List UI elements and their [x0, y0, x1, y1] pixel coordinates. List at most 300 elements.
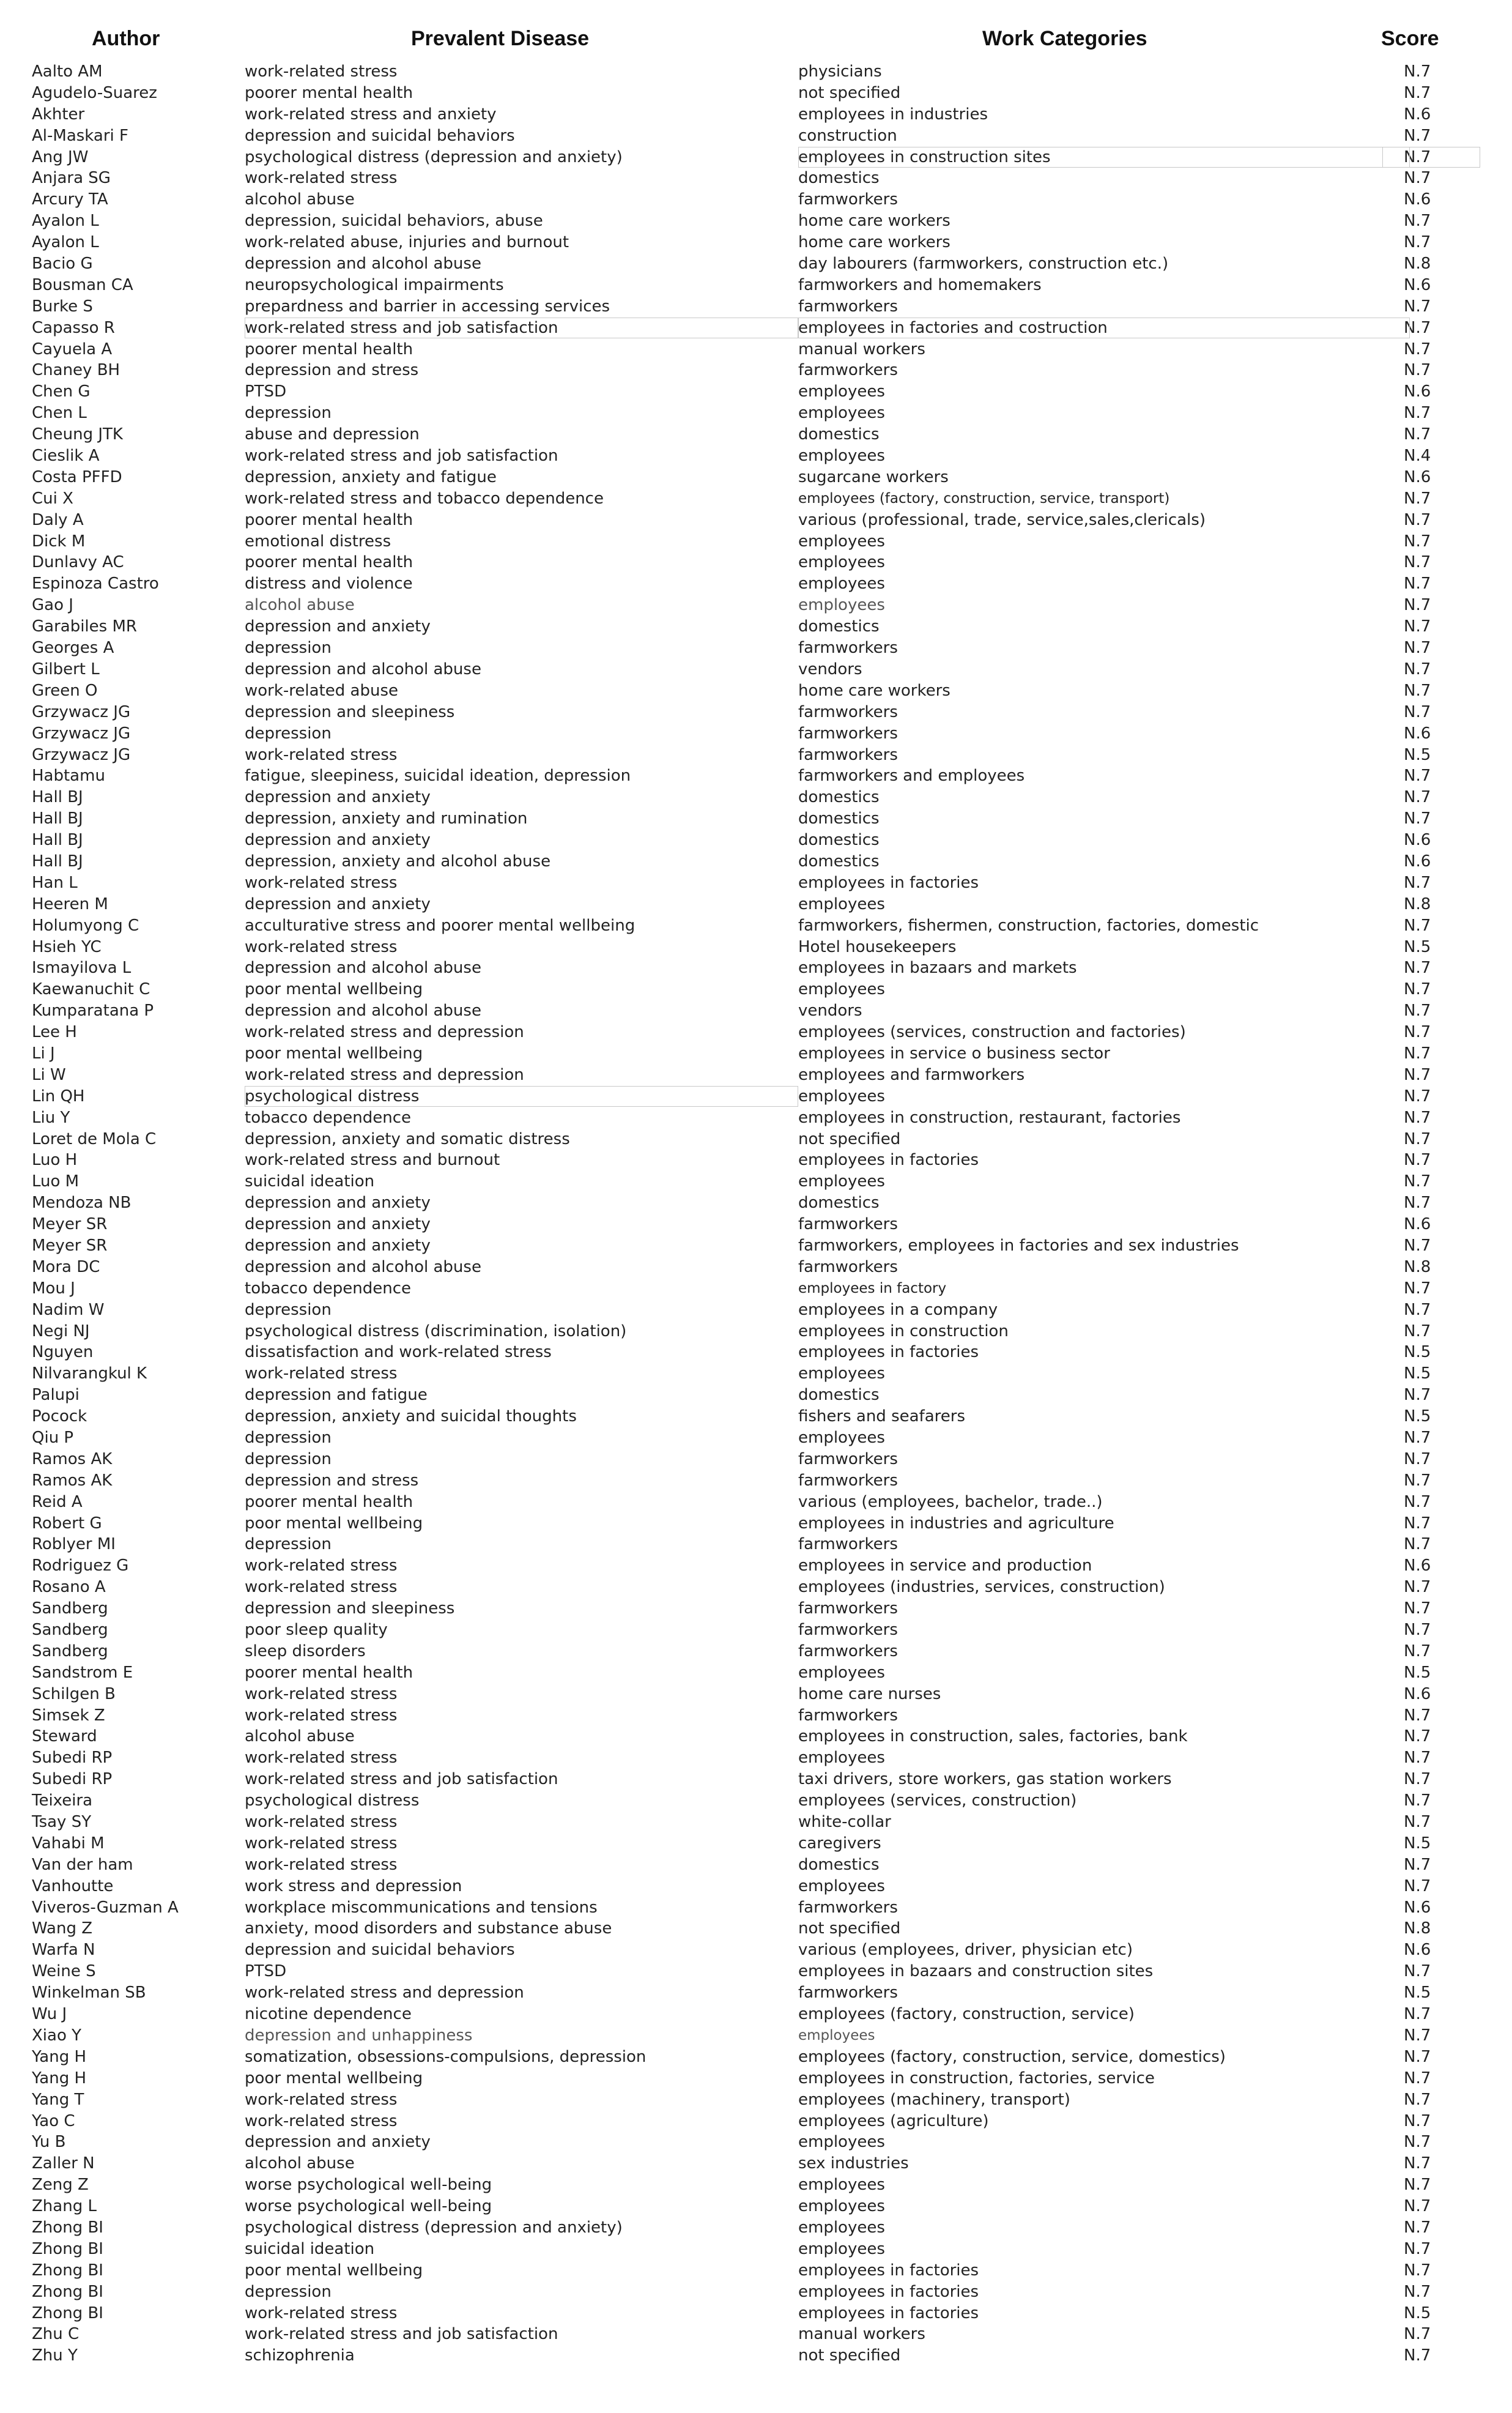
- table-row: [0, 1684, 1512, 1705]
- table-row: [0, 467, 1512, 488]
- table-row: [0, 1747, 1512, 1769]
- score-cell: N.7: [1404, 2239, 1431, 2258]
- author-cell: Yu B: [32, 2133, 66, 2152]
- work-category-cell: employees (services, construction): [798, 1791, 1077, 1810]
- disease-cell: depression and stress: [245, 361, 419, 380]
- disease-cell: work-related stress: [245, 169, 398, 188]
- work-category-cell: white-collar: [798, 1813, 891, 1832]
- disease-cell: poor mental wellbeing: [245, 980, 423, 999]
- author-cell: Sandberg: [32, 1621, 108, 1640]
- table-row: [0, 1513, 1512, 1534]
- work-category-cell: domestics: [798, 1855, 880, 1874]
- disease-cell: work-related stress: [245, 937, 398, 956]
- work-category-cell: employees (industries, services, construction): [798, 1578, 1165, 1597]
- table-row: [0, 1385, 1512, 1406]
- score-cell: N.7: [1404, 1429, 1431, 1447]
- table-row: [0, 573, 1512, 595]
- work-category-cell: employees (agriculture): [798, 2111, 989, 2130]
- score-cell: N.7: [1404, 2005, 1431, 2024]
- work-category-cell: employees: [798, 553, 885, 572]
- table-row: [0, 1939, 1512, 1961]
- disease-cell: somatization, obsessions-compulsions, depression: [245, 2047, 647, 2066]
- table-row: [0, 1363, 1512, 1385]
- disease-cell: work-related stress: [245, 873, 398, 892]
- author-cell: Green O: [32, 681, 98, 700]
- score-cell: N.7: [1404, 1002, 1431, 1021]
- score-cell: N.7: [1404, 2047, 1431, 2066]
- disease-cell: work-related stress and depression: [245, 1984, 524, 2002]
- disease-cell: depression and alcohol abuse: [245, 255, 481, 273]
- score-cell: N.7: [1404, 2069, 1431, 2088]
- table-row: [0, 1492, 1512, 1513]
- table-row: [0, 1342, 1512, 1363]
- table-row: [0, 894, 1512, 915]
- score-cell: N.7: [1404, 1279, 1431, 1298]
- disease-cell: depression: [245, 1300, 332, 1319]
- score-cell: N.4: [1404, 447, 1431, 466]
- disease-cell: worse psychological well-being: [245, 2197, 492, 2216]
- author-cell: Weine S: [32, 1962, 96, 1981]
- score-cell: N.6: [1404, 852, 1431, 871]
- disease-cell: work stress and depression: [245, 1876, 462, 1895]
- score-cell: N.7: [1404, 425, 1431, 444]
- disease-cell: work-related stress: [245, 2111, 398, 2130]
- disease-cell: depression and anxiety: [245, 894, 431, 913]
- author-cell: Wang Z: [32, 1919, 93, 1938]
- score-cell: N.7: [1404, 809, 1431, 828]
- author-cell: Dunlavy AC: [32, 553, 124, 572]
- disease-cell: depression and anxiety: [245, 788, 431, 807]
- table-body: [0, 61, 1512, 2367]
- score-cell: N.7: [1404, 489, 1431, 508]
- score-cell: N.7: [1404, 574, 1431, 593]
- table-row: [0, 2196, 1512, 2217]
- work-category-cell: employees (machinery, transport): [798, 2090, 1070, 2109]
- table-row: [0, 189, 1512, 210]
- author-cell: Subedi RP: [32, 1749, 113, 1768]
- score-cell: N.7: [1404, 1706, 1431, 1725]
- disease-cell: poor sleep quality: [245, 1621, 388, 1640]
- disease-cell: distress and violence: [245, 574, 413, 593]
- author-cell: Tsay SY: [32, 1813, 92, 1832]
- table-row: [0, 1812, 1512, 1833]
- work-category-cell: employees in construction, factories, service: [798, 2069, 1155, 2088]
- disease-cell: depression and unhappiness: [245, 2026, 473, 2045]
- cell-border: [798, 147, 1410, 168]
- score-cell: N.6: [1404, 724, 1431, 743]
- score-cell: N.7: [1404, 233, 1431, 252]
- table-row: [0, 2047, 1512, 2068]
- table-row: [0, 2303, 1512, 2324]
- score-cell: N.7: [1404, 1386, 1431, 1405]
- disease-cell: alcohol abuse: [245, 596, 355, 615]
- table-row: [0, 1876, 1512, 1897]
- table-row: [0, 2111, 1512, 2132]
- work-category-cell: employees in construction: [798, 1322, 1009, 1340]
- author-cell: Nilvarangkul K: [32, 1364, 147, 1383]
- author-cell: Li W: [32, 1065, 66, 1084]
- disease-cell: work-related abuse: [245, 681, 398, 700]
- work-category-cell: employees and farmworkers: [798, 1065, 1025, 1084]
- disease-cell: depression and suicidal behaviors: [245, 126, 515, 145]
- author-cell: Espinoza Castro: [32, 574, 159, 593]
- work-category-cell: employees in factories: [798, 2261, 979, 2280]
- disease-cell: work-related stress: [245, 1364, 398, 1383]
- author-cell: Ramos AK: [32, 1449, 113, 1468]
- work-category-cell: employees in bazaars and markets: [798, 959, 1077, 978]
- disease-cell: alcohol abuse: [245, 190, 355, 209]
- work-category-cell: farmworkers: [798, 1898, 898, 1917]
- score-cell: N.7: [1404, 639, 1431, 658]
- disease-cell: fatigue, sleepiness, suicidal ideation, depression: [245, 767, 631, 786]
- author-cell: Arcury TA: [32, 190, 108, 209]
- author-cell: Agudelo-Suarez: [32, 83, 157, 102]
- author-cell: Luo H: [32, 1151, 78, 1170]
- author-cell: Garabiles MR: [32, 617, 137, 636]
- author-cell: Yang H: [32, 2047, 87, 2066]
- disease-cell: work-related stress: [245, 2303, 398, 2322]
- table-row: [0, 1897, 1512, 1919]
- author-cell: Ismayilova L: [32, 959, 132, 978]
- work-category-cell: fishers and seafarers: [798, 1407, 965, 1426]
- disease-cell: prepardness and barrier in accessing services: [245, 297, 610, 316]
- author-cell: Grzywacz JG: [32, 745, 131, 764]
- author-cell: Vahabi M: [32, 1834, 105, 1853]
- disease-cell: work-related stress and job satisfaction: [245, 318, 558, 337]
- work-category-cell: employees in service and production: [798, 1556, 1092, 1575]
- disease-cell: work-related stress: [245, 1749, 398, 1768]
- work-category-cell: domestics: [798, 788, 880, 807]
- score-cell: N.7: [1404, 83, 1431, 102]
- disease-cell: poorer mental health: [245, 553, 413, 572]
- author-cell: Hall BJ: [32, 788, 83, 807]
- author-cell: Yao C: [32, 2111, 75, 2130]
- work-category-cell: farmworkers: [798, 702, 898, 721]
- disease-cell: work-related stress and job satisfaction: [245, 447, 558, 466]
- work-category-cell: employees (services, construction and factories): [798, 1023, 1186, 1042]
- table-row: [0, 723, 1512, 745]
- disease-cell: depression, anxiety and somatic distress: [245, 1129, 570, 1148]
- author-cell: Van der ham: [32, 1855, 133, 1874]
- author-cell: Kumparatana P: [32, 1002, 154, 1021]
- table-row: [0, 2345, 1512, 2367]
- author-cell: Mou J: [32, 1279, 75, 1298]
- work-category-cell: employees: [798, 2197, 885, 2216]
- disease-cell: depression and anxiety: [245, 617, 431, 636]
- disease-cell: depression: [245, 404, 332, 423]
- work-category-cell: farmworkers: [798, 724, 898, 743]
- disease-cell: poorer mental health: [245, 83, 413, 102]
- author-cell: Lin QH: [32, 1087, 85, 1106]
- author-cell: Grzywacz JG: [32, 724, 131, 743]
- author-cell: Schilgen B: [32, 1684, 116, 1703]
- score-cell: N.7: [1404, 1642, 1431, 1660]
- work-category-cell: employees in construction sites: [798, 147, 1051, 166]
- disease-cell: depression and anxiety: [245, 831, 431, 850]
- table-row: [0, 1854, 1512, 1876]
- score-cell: N.7: [1404, 1129, 1431, 1148]
- table-row: [0, 339, 1512, 360]
- author-cell: Warfa N: [32, 1941, 95, 1960]
- table-row: [0, 403, 1512, 424]
- table-row: [0, 2132, 1512, 2153]
- disease-cell: psychological distress: [245, 1791, 420, 1810]
- work-category-cell: farmworkers: [798, 1471, 898, 1490]
- disease-cell: depression: [245, 2282, 332, 2301]
- disease-cell: work-related stress and depression: [245, 1065, 524, 1084]
- author-cell: Holumyong C: [32, 916, 139, 935]
- disease-cell: emotional distress: [245, 532, 391, 551]
- score-cell: N.7: [1404, 2218, 1431, 2237]
- author-cell: Winkelman SB: [32, 1984, 146, 2002]
- cell-border: [245, 1086, 798, 1107]
- disease-cell: alcohol abuse: [245, 1727, 355, 1746]
- table-row: [0, 765, 1512, 787]
- author-cell: Burke S: [32, 297, 93, 316]
- author-cell: Nguyen: [32, 1343, 94, 1362]
- score-cell: N.5: [1404, 1364, 1431, 1383]
- author-cell: Ang JW: [32, 147, 89, 166]
- work-category-cell: employees: [798, 574, 885, 593]
- table-row: [0, 702, 1512, 723]
- disease-cell: depression and anxiety: [245, 2133, 431, 2152]
- score-cell: N.5: [1404, 1984, 1431, 2002]
- table-row: [0, 2004, 1512, 2025]
- work-category-cell: various (professional, trade, service,sales,clericals): [798, 510, 1206, 529]
- work-category-cell: employees: [798, 1087, 885, 1106]
- score-cell: N.7: [1404, 1727, 1431, 1746]
- disease-cell: work-related stress: [245, 2090, 398, 2109]
- table-row: [0, 872, 1512, 894]
- disease-cell: work-related stress and job satisfaction: [245, 1770, 558, 1789]
- disease-cell: neuropsychological impairments: [245, 275, 504, 294]
- work-category-cell: caregivers: [798, 1834, 881, 1853]
- table-row: [0, 1000, 1512, 1022]
- table-row: [0, 1577, 1512, 1598]
- score-cell: N.7: [1404, 916, 1431, 935]
- author-cell: Dick M: [32, 532, 86, 551]
- table-row: [0, 787, 1512, 808]
- author-cell: Ayalon L: [32, 212, 99, 231]
- table-row: [0, 1427, 1512, 1449]
- author-cell: Cheung JTK: [32, 425, 123, 444]
- work-category-cell: home care workers: [798, 233, 951, 252]
- score-cell: N.8: [1404, 894, 1431, 913]
- work-category-cell: employees: [798, 980, 885, 999]
- author-cell: Sandberg: [32, 1599, 108, 1618]
- score-cell: N.7: [1404, 1749, 1431, 1768]
- work-category-cell: farmworkers: [798, 1621, 898, 1640]
- table-row: [0, 2217, 1512, 2239]
- disease-cell: depression, suicidal behaviors, abuse: [245, 212, 543, 231]
- author-cell: Palupi: [32, 1386, 80, 1405]
- table-row: [0, 510, 1512, 531]
- work-category-cell: employees in construction, restaurant, factories: [798, 1108, 1181, 1127]
- work-category-cell: employees: [798, 2027, 875, 2043]
- work-category-cell: physicians: [798, 62, 882, 81]
- author-cell: Wu J: [32, 2005, 67, 2024]
- work-category-cell: construction: [798, 126, 897, 145]
- author-cell: Zhang L: [32, 2197, 97, 2216]
- disease-cell: work-related stress: [245, 745, 398, 764]
- author-cell: Daly A: [32, 510, 84, 529]
- author-cell: Robert G: [32, 1514, 102, 1533]
- work-category-cell: farmworkers: [798, 1535, 898, 1554]
- score-cell: N.5: [1404, 1663, 1431, 1682]
- disease-cell: anxiety, mood disorders and substance abuse: [245, 1919, 612, 1938]
- disease-cell: acculturative stress and poorer mental wellbeing: [245, 916, 636, 935]
- work-category-cell: vendors: [798, 660, 862, 679]
- table-row: [0, 2324, 1512, 2345]
- table-row: [0, 1278, 1512, 1299]
- score-cell: N.7: [1404, 1514, 1431, 1533]
- table-row: [0, 1769, 1512, 1790]
- table-row: [0, 745, 1512, 766]
- disease-cell: psychological distress (depression and anxiety): [245, 2218, 623, 2237]
- work-category-cell: farmworkers: [798, 1257, 898, 1276]
- score-cell: N.7: [1404, 1108, 1431, 1127]
- table-row: [0, 2025, 1512, 2047]
- score-cell: N.7: [1404, 1194, 1431, 1213]
- disease-cell: work-related stress: [245, 1706, 398, 1725]
- author-cell: Rosano A: [32, 1578, 106, 1597]
- disease-cell: PTSD: [245, 382, 287, 401]
- author-cell: Bousman CA: [32, 275, 133, 294]
- table-row: [0, 1982, 1512, 2004]
- work-category-cell: employees in factory: [798, 1280, 947, 1296]
- author-cell: Luo M: [32, 1172, 80, 1191]
- author-cell: Zhong BI: [32, 2261, 103, 2280]
- score-cell: N.8: [1404, 1919, 1431, 1938]
- disease-cell: tobacco dependence: [245, 1108, 412, 1127]
- work-category-cell: farmworkers: [798, 1642, 898, 1660]
- score-cell: N.7: [1404, 873, 1431, 892]
- score-cell: N.5: [1404, 745, 1431, 764]
- score-cell: N.7: [1404, 702, 1431, 721]
- table-row: [0, 1107, 1512, 1129]
- author-cell: Steward: [32, 1727, 97, 1746]
- disease-cell: poorer mental health: [245, 340, 413, 359]
- disease-cell: depression and alcohol abuse: [245, 660, 481, 679]
- table-row: [0, 1065, 1512, 1086]
- disease-cell: depression, anxiety and suicidal thoughts: [245, 1407, 577, 1426]
- column-header-author: Author: [92, 27, 160, 50]
- work-category-cell: not specified: [798, 83, 901, 102]
- score-cell: N.7: [1404, 681, 1431, 700]
- work-category-cell: Hotel housekeepers: [798, 937, 957, 956]
- author-cell: Capasso R: [32, 318, 115, 337]
- disease-cell: work-related stress: [245, 1834, 398, 1853]
- author-cell: Kaewanuchit C: [32, 980, 150, 999]
- score-cell: N.7: [1404, 361, 1431, 380]
- work-category-cell: employees: [798, 1429, 885, 1447]
- author-cell: Zhu C: [32, 2325, 80, 2344]
- table-row: [0, 1470, 1512, 1492]
- work-category-cell: not specified: [798, 1129, 901, 1148]
- disease-cell: worse psychological well-being: [245, 2176, 492, 2195]
- disease-cell: work-related stress and anxiety: [245, 105, 497, 124]
- score-cell: N.7: [1404, 1151, 1431, 1170]
- author-cell: Cui X: [32, 489, 73, 508]
- disease-cell: work-related stress: [245, 1578, 398, 1597]
- disease-cell: poorer mental health: [245, 510, 413, 529]
- author-cell: Vanhoutte: [32, 1876, 114, 1895]
- disease-cell: depression and alcohol abuse: [245, 1002, 481, 1021]
- author-cell: Ramos AK: [32, 1471, 113, 1490]
- disease-cell: depression and anxiety: [245, 1194, 431, 1213]
- disease-cell: suicidal ideation: [245, 1172, 375, 1191]
- score-cell: N.6: [1404, 1941, 1431, 1960]
- author-cell: Cayuela A: [32, 340, 113, 359]
- score-cell: N.7: [1404, 1023, 1431, 1042]
- table-header: [0, 27, 1512, 61]
- score-cell: N.6: [1404, 1684, 1431, 1703]
- table-row: [0, 1598, 1512, 1619]
- author-cell: Subedi RP: [32, 1770, 113, 1789]
- score-cell: N.7: [1404, 1471, 1431, 1490]
- score-cell: N.7: [1404, 1791, 1431, 1810]
- score-cell: N.7: [1404, 510, 1431, 529]
- table-row: [0, 125, 1512, 147]
- work-category-cell: home care nurses: [798, 1684, 941, 1703]
- score-cell: N.8: [1404, 1257, 1431, 1276]
- table-row: [0, 381, 1512, 403]
- author-cell: Gao J: [32, 596, 73, 615]
- table-row: [0, 1449, 1512, 1470]
- score-cell: N.5: [1404, 937, 1431, 956]
- score-cell: N.7: [1404, 2325, 1431, 2344]
- disease-cell: psychological distress (depression and anxiety): [245, 147, 623, 166]
- table-row: [0, 552, 1512, 573]
- work-category-cell: employees in factories and costruction: [798, 318, 1108, 337]
- work-category-cell: employees in industries: [798, 105, 988, 124]
- table-row: [0, 1790, 1512, 1812]
- author-cell: Zaller N: [32, 2154, 95, 2173]
- author-cell: Mora DC: [32, 1257, 100, 1276]
- score-cell: N.6: [1404, 382, 1431, 401]
- work-category-cell: sex industries: [798, 2154, 909, 2173]
- score-cell: N.5: [1404, 1343, 1431, 1362]
- score-cell: N.7: [1404, 2133, 1431, 2152]
- score-cell: N.7: [1404, 1621, 1431, 1640]
- table-row: [0, 1171, 1512, 1192]
- score-cell: N.7: [1404, 126, 1431, 145]
- score-cell: N.8: [1404, 255, 1431, 273]
- author-cell: Loret de Mola C: [32, 1129, 157, 1148]
- work-category-cell: employees: [798, 1663, 885, 1682]
- work-category-cell: farmworkers: [798, 1599, 898, 1618]
- work-category-cell: employees: [798, 2133, 885, 2152]
- table-row: [0, 253, 1512, 275]
- table-row: [0, 1043, 1512, 1065]
- author-cell: Zhu Y: [32, 2346, 78, 2365]
- work-category-cell: not specified: [798, 1919, 901, 1938]
- author-cell: Reid A: [32, 1492, 83, 1511]
- table-row: [0, 595, 1512, 616]
- disease-cell: alcohol abuse: [245, 2154, 355, 2173]
- score-cell: N.7: [1404, 1599, 1431, 1618]
- author-cell: Costa PFFD: [32, 467, 122, 486]
- score-cell: N.6: [1404, 190, 1431, 209]
- work-category-cell: farmworkers, employees in factories and sex industries: [798, 1236, 1239, 1255]
- disease-cell: work-related stress and tobacco dependence: [245, 489, 604, 508]
- work-category-cell: farmworkers and employees: [798, 767, 1025, 786]
- author-cell: Negi NJ: [32, 1322, 90, 1340]
- work-category-cell: domestics: [798, 169, 880, 188]
- work-category-cell: day labourers (farmworkers, construction etc.): [798, 255, 1169, 273]
- disease-cell: depression and anxiety: [245, 1236, 431, 1255]
- work-category-cell: domestics: [798, 852, 880, 871]
